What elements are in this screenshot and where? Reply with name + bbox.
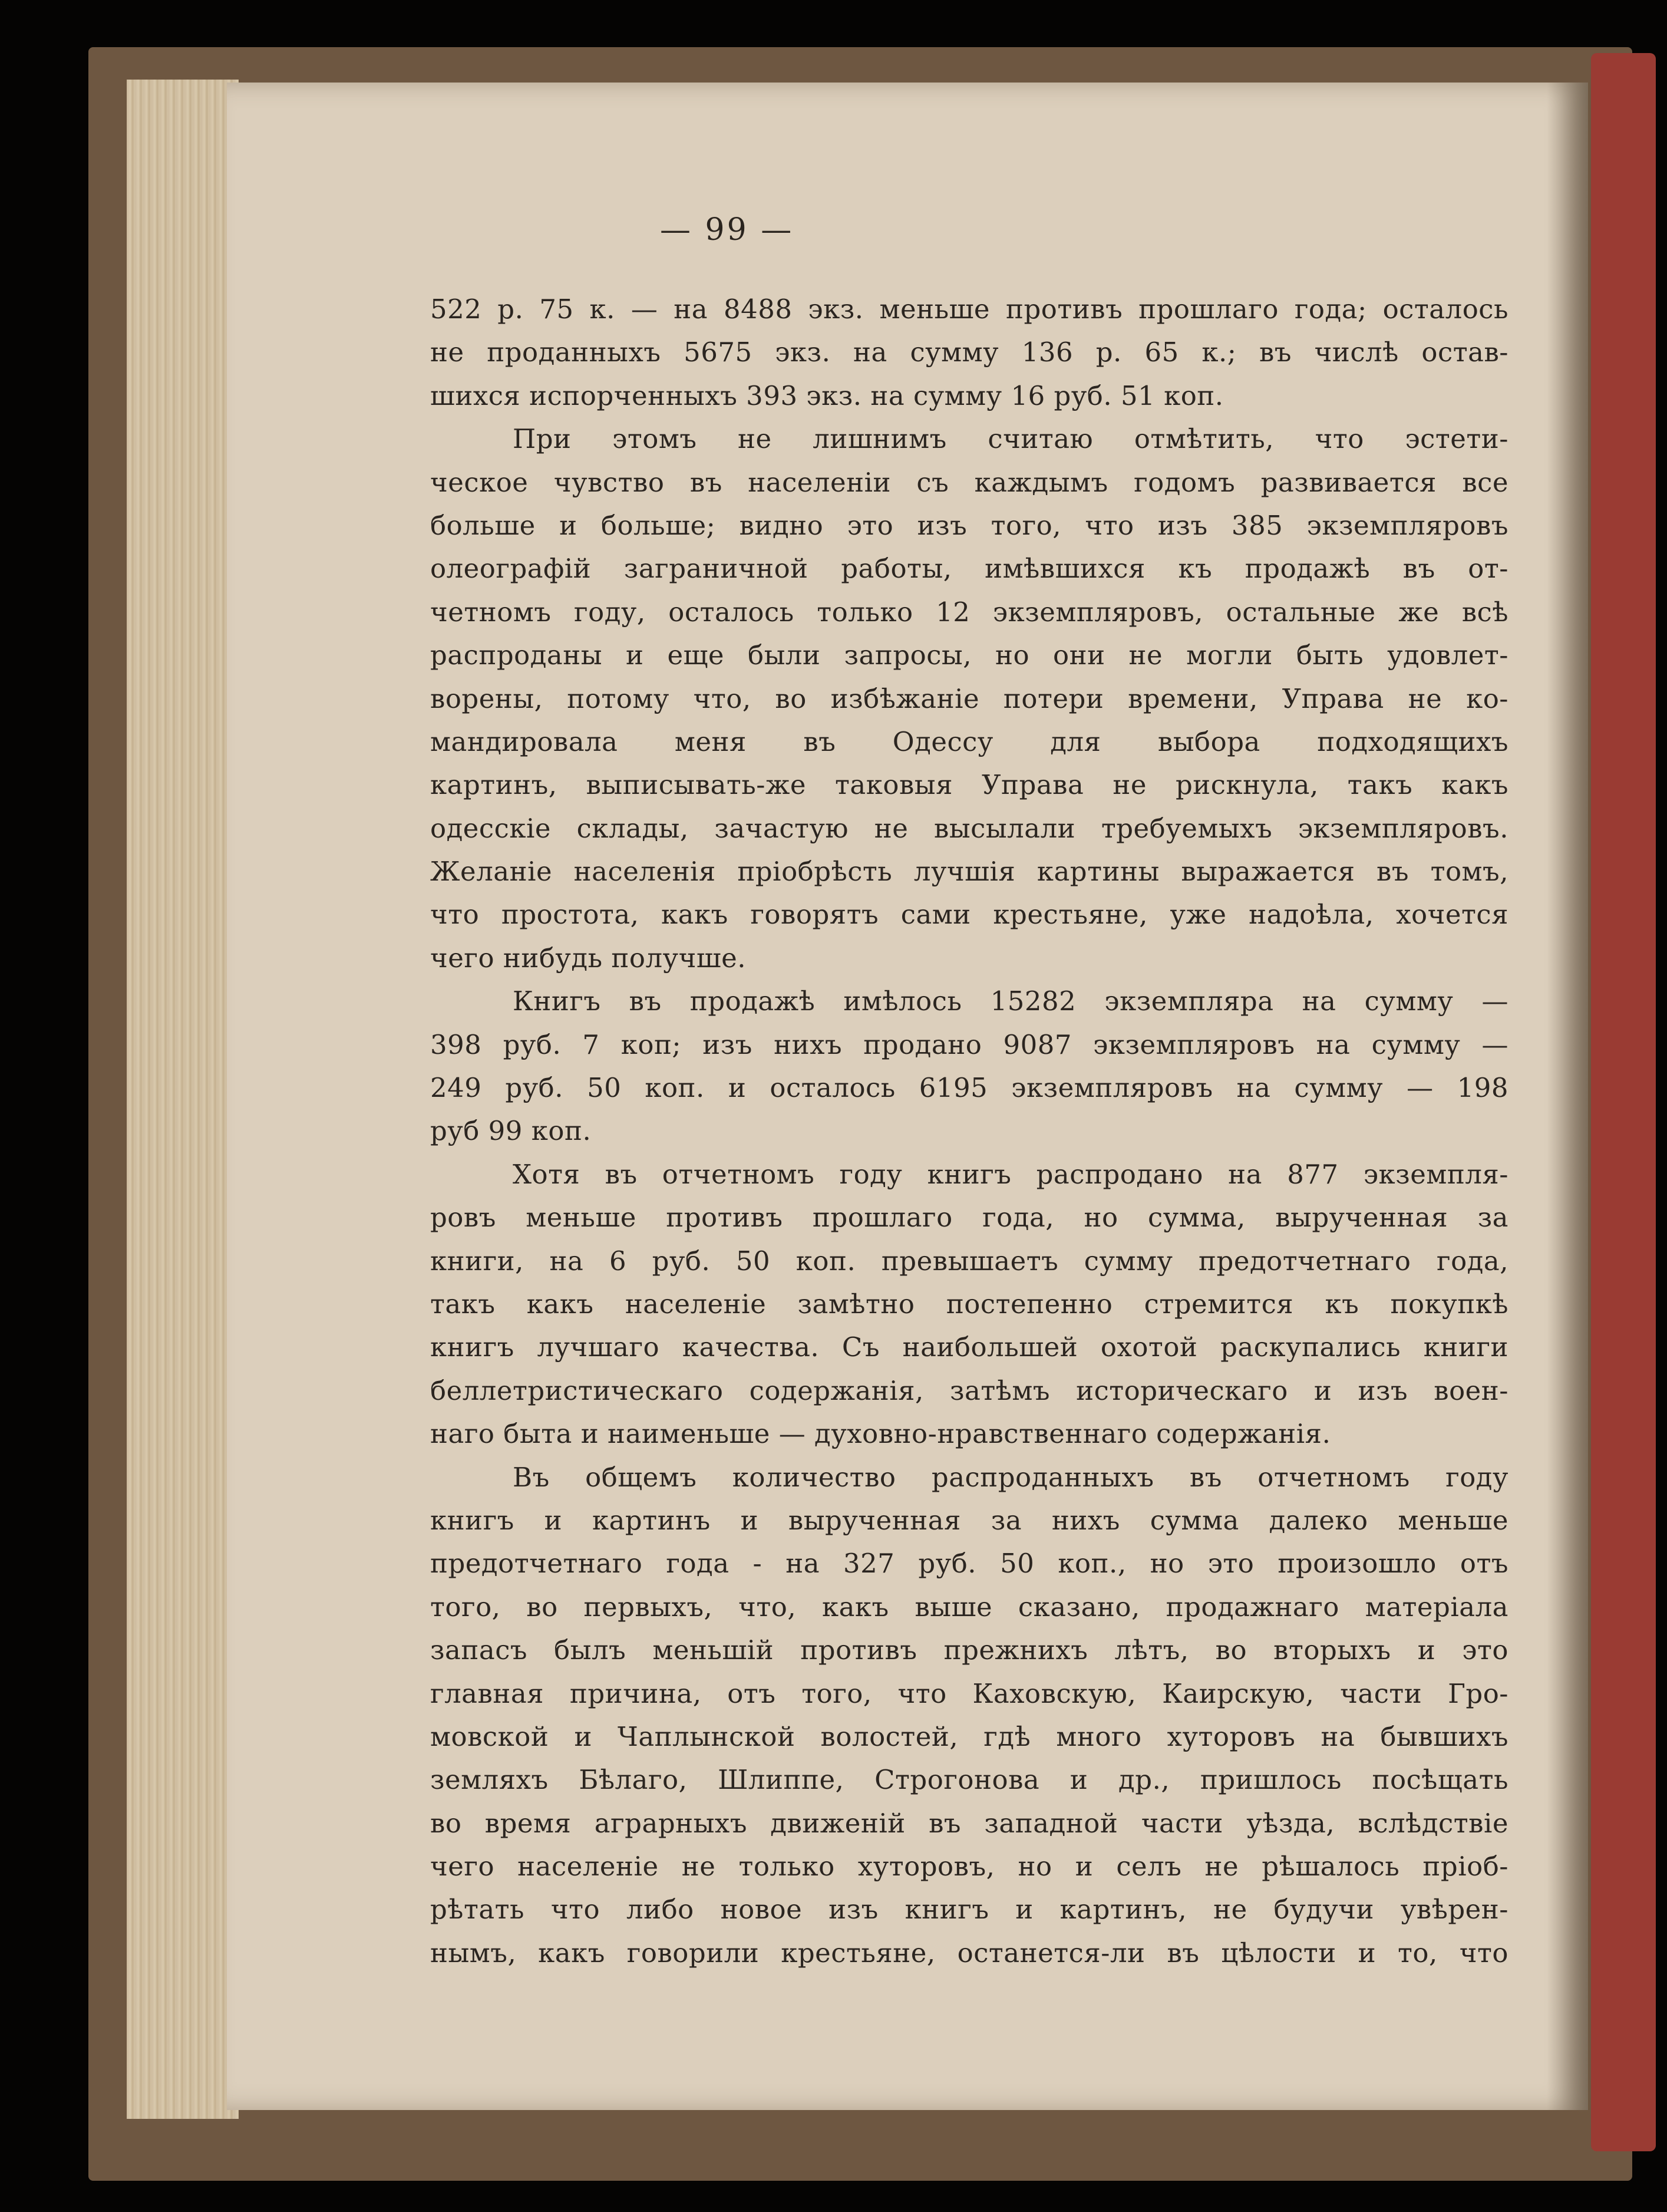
text-line: чего нибудь получше. <box>430 942 747 974</box>
text-line: Хотя въ отчетномъ году книгъ распродано на 877 экземпля- <box>513 1158 1508 1190</box>
text-line: шихся испорченныхъ 393 экз. на сумму 16 руб. 51 коп. <box>430 380 1224 411</box>
text-line: такъ какъ населеніе замѣтно постепенно стремится къ покупкѣ <box>430 1288 1508 1320</box>
book-cover-edge <box>1591 53 1656 2151</box>
text-line: чего населеніе не только хуторовъ, но и селъ не рѣшалось пріоб- <box>430 1851 1508 1883</box>
text-line: больше и больше; видно это изъ того, что изъ 385 экземпляровъ <box>430 509 1508 541</box>
text-line: ровъ меньше противъ прошлаго года, но сумма, вырученная за <box>430 1202 1508 1234</box>
text-line: главная причина, отъ того, что Каховскую, Каирскую, части Гро- <box>430 1677 1508 1709</box>
text-line: предотчетнаго года - на 327 руб. 50 коп., но это произошло отъ <box>430 1548 1508 1580</box>
text-line: того, во первыхъ, что, какъ выше сказано, продажнаго матеріала <box>430 1591 1508 1623</box>
text-line: четномъ году, осталось только 12 экземпляровъ, остальные же всѣ <box>430 596 1508 628</box>
text-line: земляхъ Бѣлаго, Шлиппе, Строгонова и др., пришлось посѣщать <box>430 1764 1508 1796</box>
text-line: олеографій заграничной работы, имѣвшихся къ продажѣ въ от- <box>430 553 1508 585</box>
page-number: — 99 — <box>660 212 794 248</box>
text-line: распроданы и еще были запросы, но они не могли быть удовлет- <box>430 639 1508 671</box>
text-line: ворены, потому что, во избѣжаніе потери времени, Управа не ко- <box>430 683 1508 714</box>
text-line: 249 руб. 50 коп. и осталось 6195 экземпляровъ на сумму — 198 <box>430 1072 1508 1104</box>
body-text <box>430 288 1508 1974</box>
text-line: книгъ и картинъ и вырученная за нихъ сумма далеко меньше <box>430 1504 1508 1536</box>
text-line: Книгъ въ продажѣ имѣлось 15282 экземпляра на сумму — <box>513 985 1508 1017</box>
text-line: 398 руб. 7 коп; изъ нихъ продано 9087 экземпляровъ на сумму — <box>430 1028 1508 1060</box>
text-line: во время аграрныхъ движеній въ западной части уѣзда, вслѣдствіе <box>430 1807 1508 1839</box>
text-line: запасъ былъ меньшій противъ прежнихъ лѣтъ, во вторыхъ и это <box>430 1634 1508 1666</box>
text-line: мандировала меня въ Одессу для выбора подходящихъ <box>430 726 1508 757</box>
text-line: мовской и Чаплынской волостей, гдѣ много хуторовъ на бывшихъ <box>430 1720 1508 1752</box>
text-line: ческое чувство въ населеніи съ каждымъ годомъ развивается все <box>430 466 1508 498</box>
text-line: беллетристическаго содержанія, затѣмъ историческаго и изъ воен- <box>430 1374 1508 1406</box>
text-line: При этомъ не лишнимъ считаю отмѣтить, что эстети- <box>513 423 1508 455</box>
page-stack-edges <box>127 80 239 2119</box>
text-line: наго быта и наименьше — духовно-нравственнаго содержанія. <box>430 1418 1331 1450</box>
text-line: книги, на 6 руб. 50 коп. превышаетъ сумму предотчетнаго года, <box>430 1245 1508 1277</box>
text-line: не проданныхъ 5675 экз. на сумму 136 р. 65 к.; въ числѣ остав- <box>430 337 1508 368</box>
text-line: нымъ, какъ говорили крестьяне, останется-ли въ цѣлости и то, что <box>430 1937 1508 1969</box>
text-line: книгъ лучшаго качества. Съ наибольшей охотой раскупались книги <box>430 1331 1508 1363</box>
page-gutter-shadow <box>1547 83 1588 2110</box>
text-line: руб 99 коп. <box>430 1115 592 1147</box>
text-line: Желаніе населенія пріобрѣсть лучшія картины выражается въ томъ, <box>430 856 1508 888</box>
text-line: 522 р. 75 к. — на 8488 экз. меньше противъ прошлаго года; осталось <box>430 294 1508 325</box>
text-line: одесскіе склады, зачастую не высылали требуемыхъ экземпляровъ. <box>430 812 1508 844</box>
text-line: что простота, какъ говорятъ сами крестьяне, уже надоѣла, хочется <box>430 899 1508 931</box>
text-line: рѣтать что либо новое изъ книгъ и картинъ, не будучи увѣрен- <box>430 1894 1508 1926</box>
text-line: картинъ, выписывать-же таковыя Управа не рискнула, такъ какъ <box>430 769 1508 801</box>
text-line: Въ общемъ количество распроданныхъ въ отчетномъ году <box>513 1461 1508 1493</box>
